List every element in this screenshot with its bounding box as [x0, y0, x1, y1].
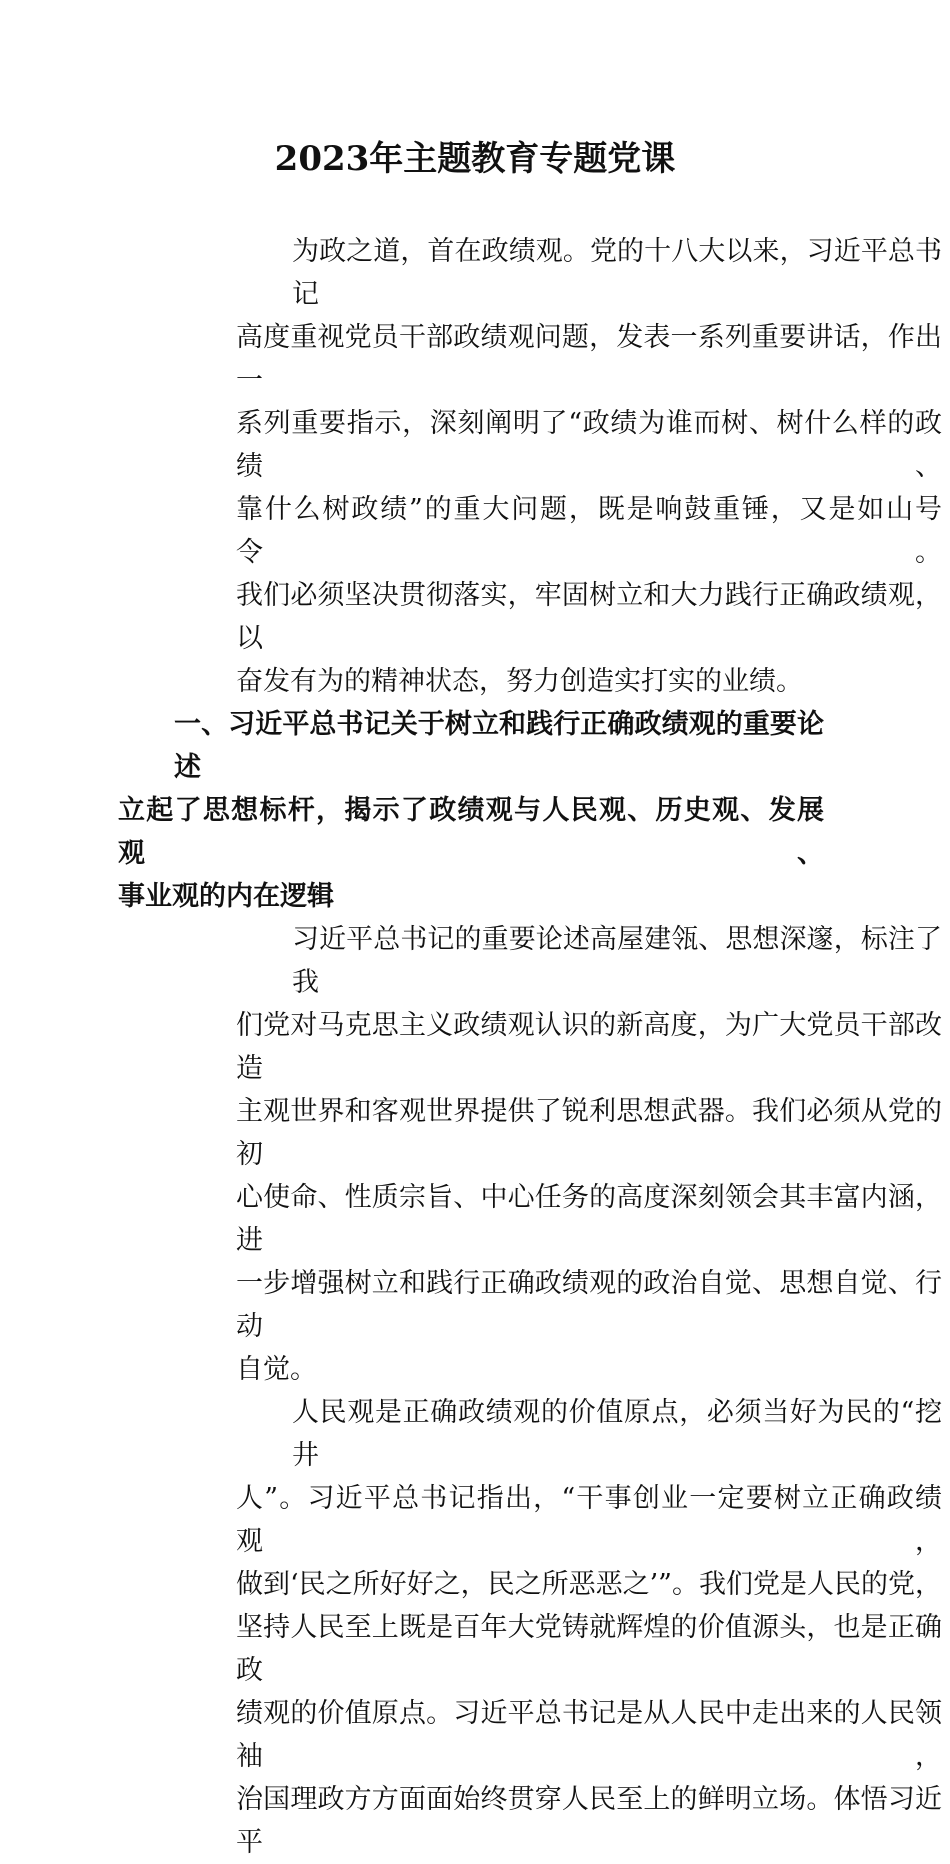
document-title: 2023年主题教育专题党课	[274, 139, 676, 179]
text-line: 我们必须坚决贯彻落实，牢固树立和大力践行正确政绩观，以	[236, 580, 942, 654]
paragraph	[236, 918, 942, 1391]
paragraph	[236, 230, 942, 703]
text-line: 高度重视党员干部政绩观问题，发表一系列重要讲话，作出一	[236, 322, 942, 396]
text-line: 立起了思想标杆，揭示了政绩观与人民观、历史观、发展观、	[118, 795, 824, 869]
text-line: 一、习近平总书记关于树立和践行正确政绩观的重要论述	[174, 709, 824, 783]
text-line: 人”。习近平总书记指出，“干事创业一定要树立正确政绩观，	[236, 1483, 942, 1557]
text-line: 治国理政方方面面始终贯穿人民至上的鲜明立场。体悟习近平	[236, 1784, 942, 1858]
text-line: 绩观的价值原点。习近平总书记是从人民中走出来的人民领袖，	[236, 1698, 942, 1772]
text-line: 一步增强树立和践行正确政绩观的政治自觉、思想自觉、行动	[236, 1268, 942, 1342]
text-line: 坚持人民至上既是百年大党铸就辉煌的价值源头，也是正确政	[236, 1612, 942, 1686]
text-line: 奋发有为的精神状态，努力创造实打实的业绩。	[236, 666, 803, 697]
text-line: 做到‘民之所好好之，民之所恶恶之’”。我们党是人民的党，	[236, 1569, 942, 1600]
text-line: 靠什么树政绩”的重大问题，既是响鼓重锤，又是如山号令。	[236, 494, 942, 568]
text-line: 系列重要指示，深刻阐明了“政绩为谁而树、树什么样的政绩、	[236, 408, 942, 482]
text-line: 心使命、性质宗旨、中心任务的高度深刻领会其丰富内涵，进	[236, 1182, 942, 1256]
text-line: 事业观的内在逻辑	[118, 881, 334, 912]
text-line: 们党对马克思主义政绩观认识的新高度，为广大党员干部改造	[236, 1010, 942, 1084]
paragraph	[236, 1391, 942, 1864]
document-body	[118, 230, 942, 1864]
text-line: 为政之道，首在政绩观。党的十八大以来，习近平总书记	[292, 236, 942, 310]
text-line: 习近平总书记的重要论述高屋建瓴、思想深邃，标注了我	[292, 924, 942, 998]
text-line: 主观世界和客观世界提供了锐利思想武器。我们必须从党的初	[236, 1096, 942, 1170]
text-line: 人民观是正确政绩观的价值原点，必须当好为民的“挖井	[292, 1397, 942, 1471]
text-line: 自觉。	[236, 1354, 317, 1385]
section-heading	[118, 703, 824, 918]
